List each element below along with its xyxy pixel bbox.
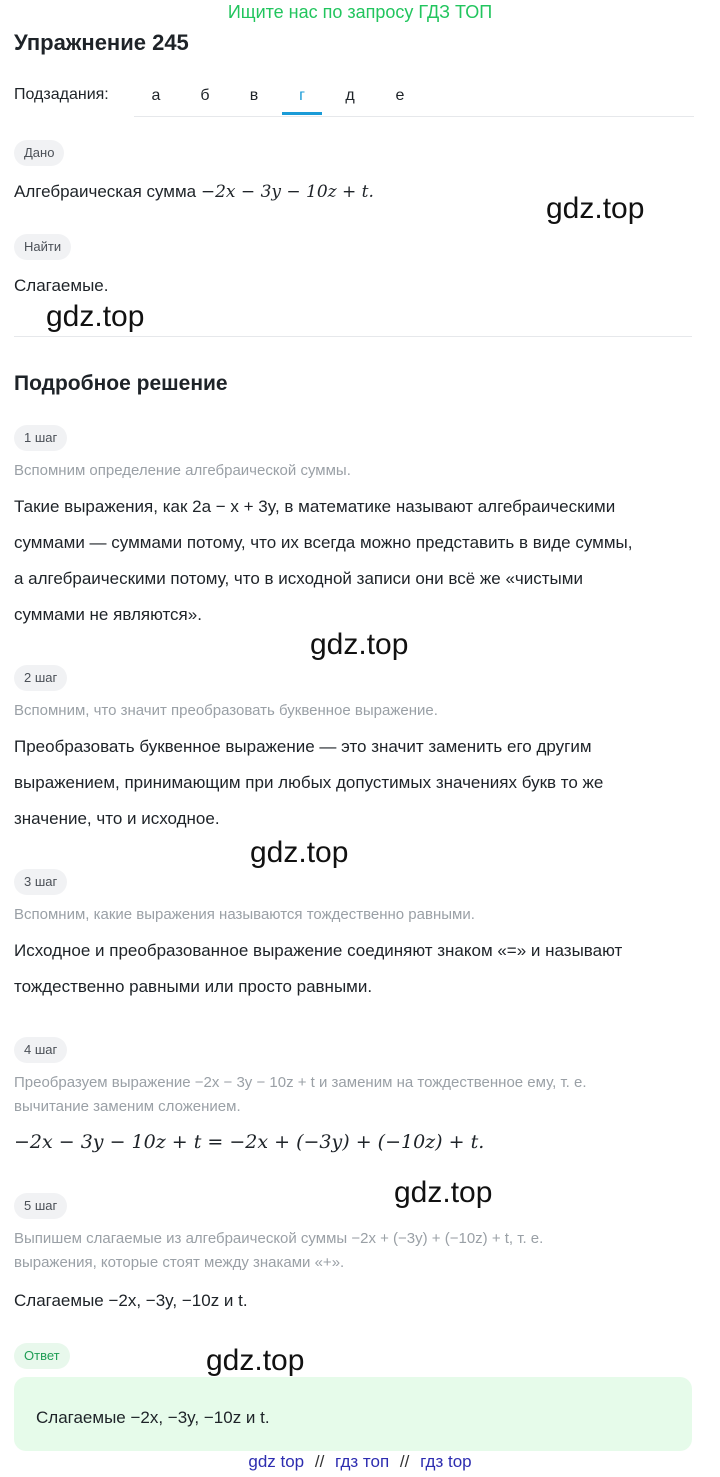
step-badge: 2 шаг bbox=[14, 665, 67, 691]
step-line: Преобразовать буквенное выражение — это значит заменить его другим bbox=[14, 737, 592, 756]
tab-g[interactable]: г bbox=[282, 80, 322, 115]
tab-v[interactable]: в bbox=[249, 87, 259, 104]
step-line: тождественно равными или просто равными. bbox=[14, 977, 373, 996]
given-text bbox=[14, 174, 374, 210]
footer-separator: // bbox=[399, 1452, 410, 1471]
step-badge: 5 шаг bbox=[14, 1193, 67, 1219]
step-line: Исходное и преобразованное выражение соединяют знаком «=» и называют bbox=[14, 941, 623, 960]
step-equation: −2x − 3y − 10z + t = −2x + (−3y) + (−10z) + t. bbox=[14, 1131, 485, 1153]
step-text bbox=[14, 489, 632, 633]
watermark: gdz.top bbox=[46, 300, 145, 333]
top-banner: Ищите нас по запросу ГДЗ ТОП bbox=[227, 2, 493, 22]
footer-separator: // bbox=[314, 1452, 325, 1471]
step-line: выражением, принимающим при любых допустимых значениях букв то же bbox=[14, 773, 604, 792]
watermark: gdz.top bbox=[546, 192, 645, 225]
step-badge: 1 шаг bbox=[14, 425, 67, 451]
step-badge: 4 шаг bbox=[14, 1037, 67, 1063]
answer-badge: Ответ bbox=[14, 1343, 70, 1369]
watermark: gdz.top bbox=[394, 1176, 493, 1209]
step-2-badge-wrap bbox=[14, 665, 67, 691]
step-hint-line: Преобразуем выражение −2x − 3y − 10z + t и заменим на тождественное ему, т. е. bbox=[14, 1074, 587, 1091]
step-hint: Вспомним, что значит преобразовать буквенное выражение. bbox=[14, 702, 438, 719]
answer-text: Слагаемые −2x, −3y, −10z и t. bbox=[36, 1408, 270, 1427]
subtask-tabs bbox=[134, 80, 694, 117]
tab-e[interactable]: е bbox=[395, 87, 405, 104]
divider bbox=[14, 336, 692, 337]
page-title: Упражнение 245 bbox=[14, 30, 189, 55]
step-hint: Вспомним, какие выражения называются тождественно равными. bbox=[14, 906, 475, 923]
step-hint-line: выражения, которые стоят между знаками «+». bbox=[14, 1254, 345, 1271]
step-1-badge-wrap bbox=[14, 425, 67, 451]
find-badge: Найти bbox=[14, 234, 71, 260]
step-hint bbox=[14, 1227, 543, 1275]
step-4-badge-wrap bbox=[14, 1037, 67, 1063]
footer-link[interactable]: гдз top bbox=[420, 1452, 472, 1471]
step-5-badge-wrap bbox=[14, 1193, 67, 1219]
step-text bbox=[14, 729, 603, 837]
footer-link[interactable]: гдз топ bbox=[335, 1452, 390, 1471]
step-hint-line: вычитание заменим сложением. bbox=[14, 1098, 241, 1115]
step-hint: Вспомним определение алгебраической суммы. bbox=[14, 462, 351, 479]
answer-box bbox=[14, 1377, 692, 1451]
step-result: Слагаемые −2x, −3y, −10z и t. bbox=[14, 1291, 248, 1310]
find-section bbox=[14, 234, 71, 260]
step-line: суммами — суммами потому, что их всегда можно представить в виде суммы, bbox=[14, 533, 633, 552]
watermark: gdz.top bbox=[310, 628, 409, 661]
solution-title: Подробное решение bbox=[14, 372, 228, 395]
watermark: gdz.top bbox=[206, 1344, 305, 1377]
step-line: значение, что и исходное. bbox=[14, 809, 220, 828]
footer-link[interactable]: gdz top bbox=[248, 1452, 305, 1471]
tab-b[interactable]: б bbox=[200, 87, 210, 104]
find-text: Слагаемые. bbox=[14, 276, 109, 295]
footer-links bbox=[0, 1452, 720, 1472]
step-hint bbox=[14, 1071, 587, 1119]
given-expression: −2x − 3y − 10z + t. bbox=[200, 182, 374, 202]
tab-d[interactable]: д bbox=[345, 87, 355, 104]
answer-badge-wrap bbox=[14, 1343, 70, 1369]
tab-a[interactable]: а bbox=[151, 87, 161, 104]
step-text bbox=[14, 933, 622, 1005]
step-line: суммами не являются». bbox=[14, 605, 202, 624]
given-section bbox=[14, 140, 64, 166]
watermark: gdz.top bbox=[250, 836, 349, 869]
step-hint-line: Выпишем слагаемые из алгебраической суммы −2x + (−3y) + (−10z) + t, т. е. bbox=[14, 1230, 544, 1247]
step-badge: 3 шаг bbox=[14, 869, 67, 895]
given-prefix: Алгебраическая сумма bbox=[14, 182, 197, 201]
step-3-badge-wrap bbox=[14, 869, 67, 895]
given-badge: Дано bbox=[14, 140, 64, 166]
step-line: Такие выражения, как 2a − x + 3y, в математике называют алгебраическими bbox=[14, 497, 616, 516]
subtasks-label: Подзадания: bbox=[14, 86, 109, 103]
step-line: а алгебраическими потому, что в исходной записи они всё же «чистыми bbox=[14, 569, 583, 588]
